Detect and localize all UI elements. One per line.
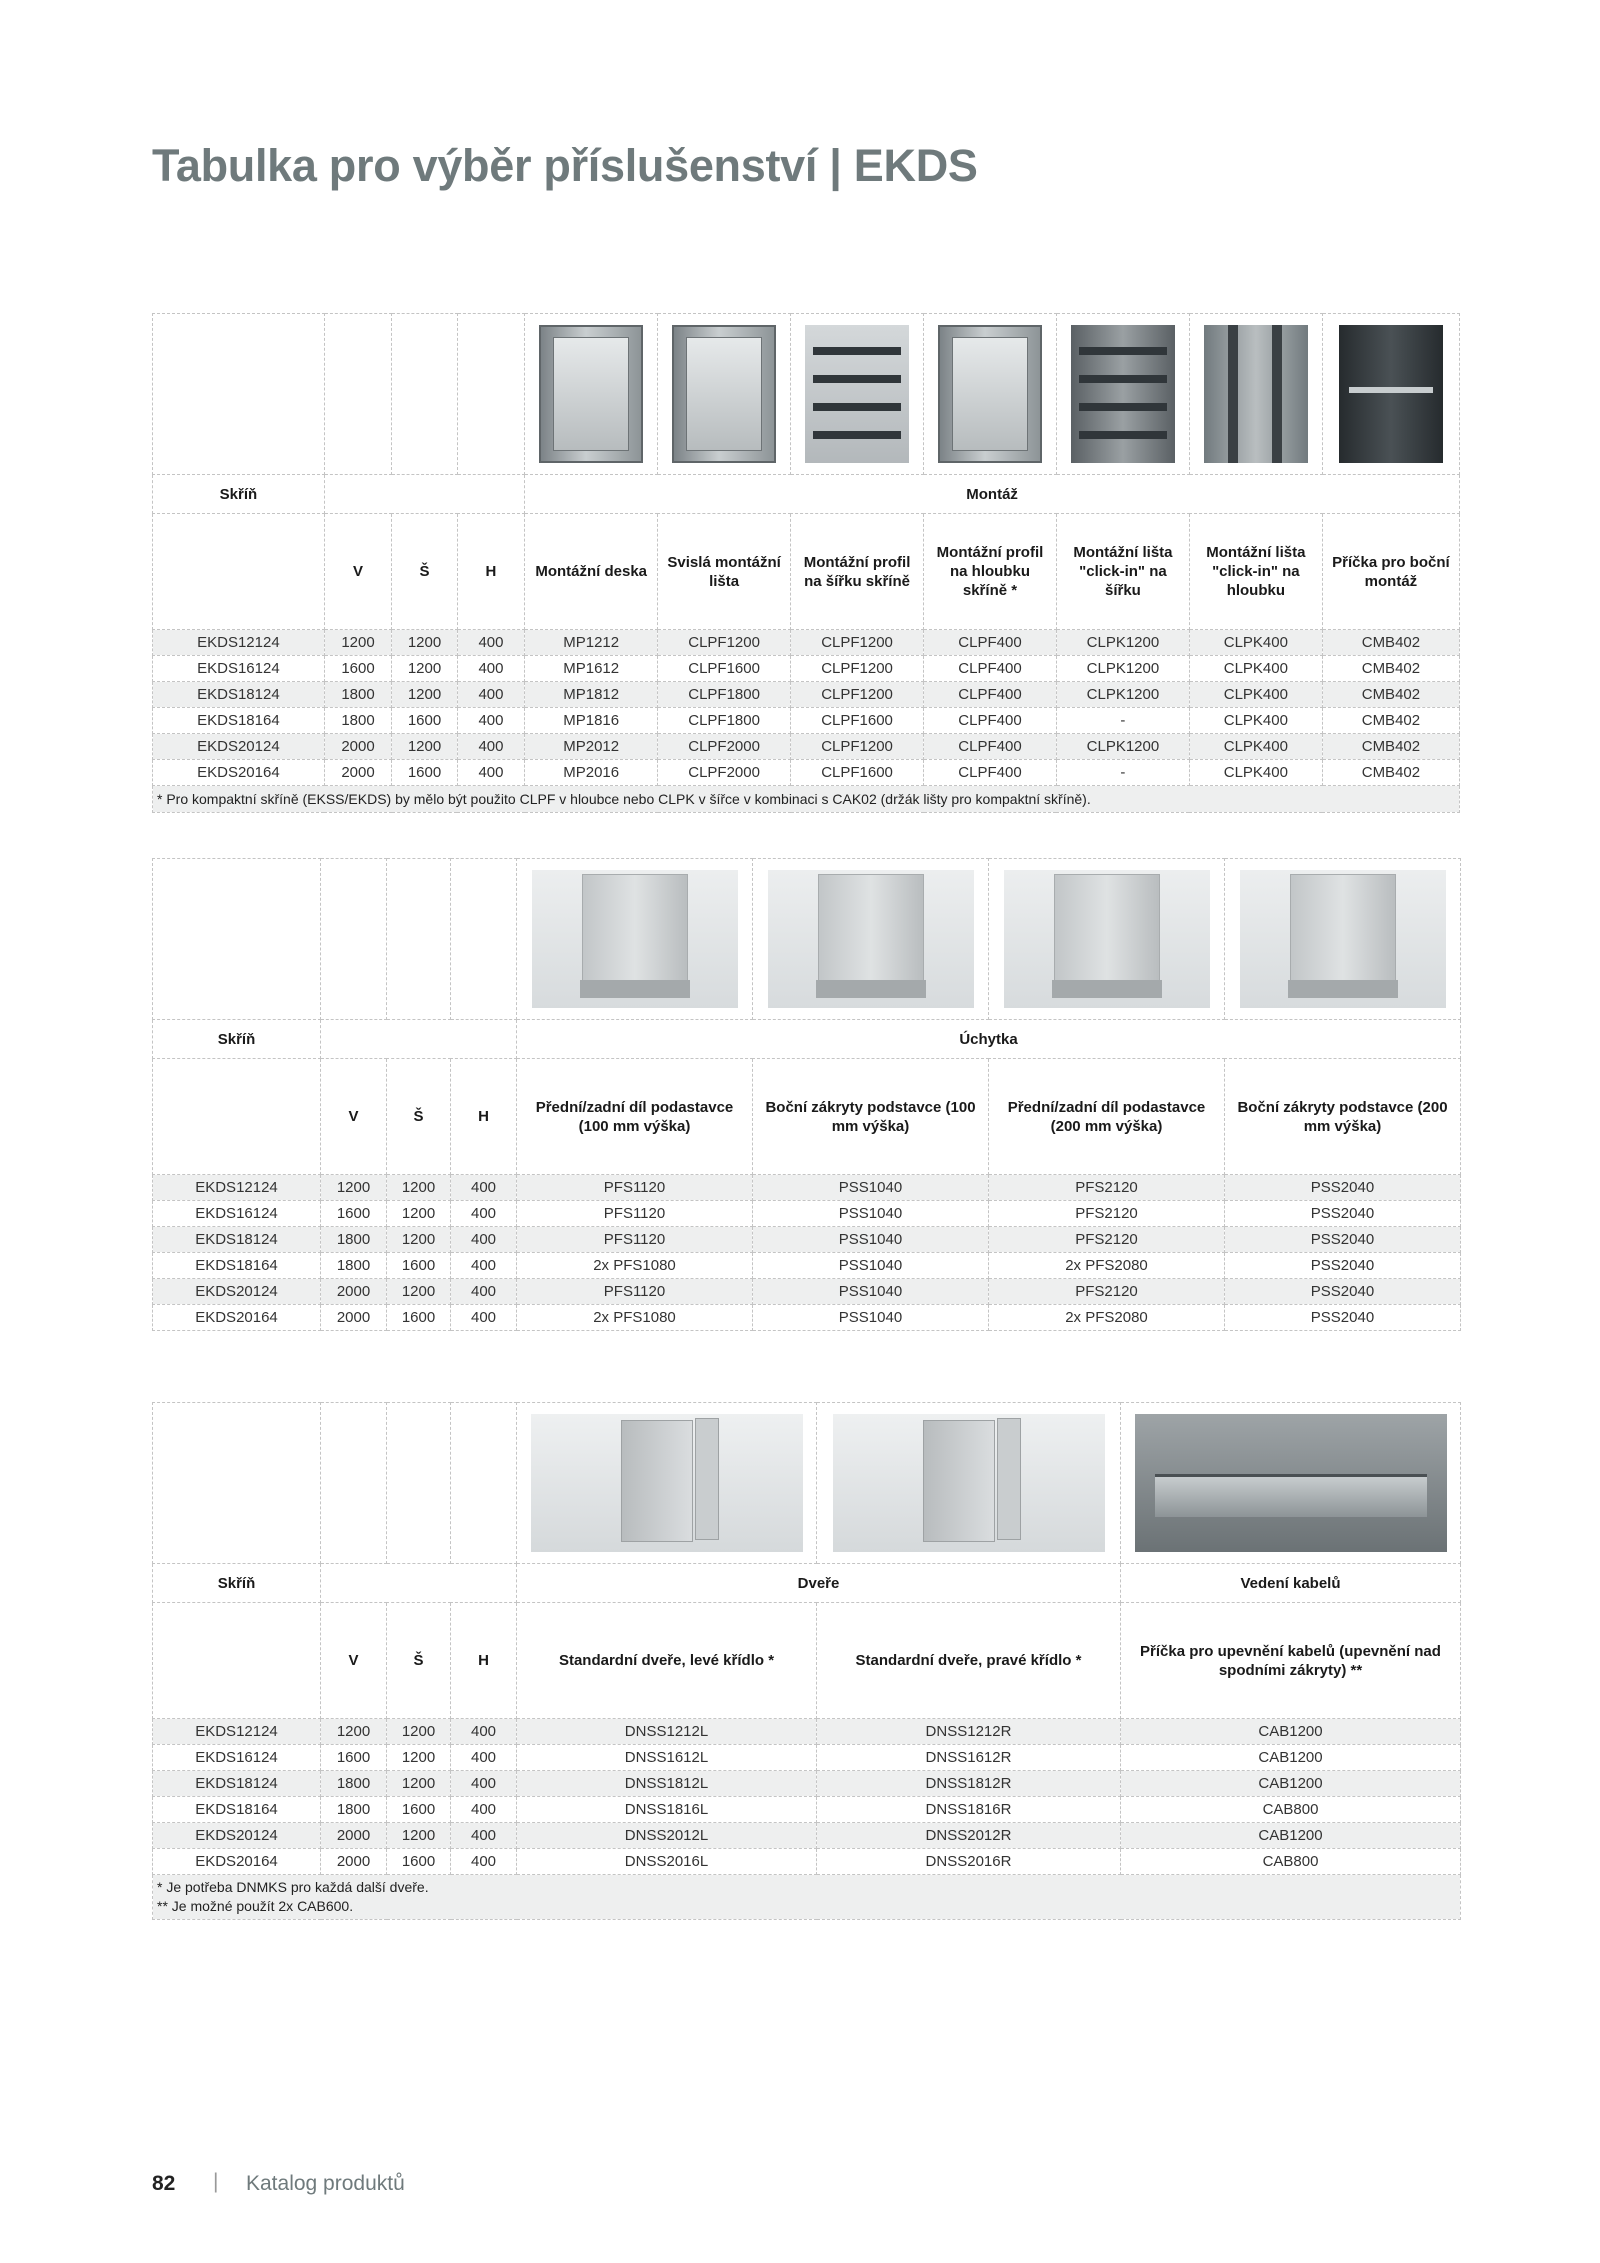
accessory-code: CAB800: [1121, 1797, 1461, 1823]
cabinet-code: EKDS18124: [153, 1227, 321, 1253]
accessory-code: CMB402: [1322, 760, 1459, 786]
cabinet-width: 1600: [392, 760, 457, 786]
cabinet-height: 2000: [321, 1305, 387, 1331]
table-row: [153, 1849, 1461, 1875]
cabinet-height: 2000: [324, 760, 391, 786]
accessory-code: CLPF400: [924, 734, 1057, 760]
cabinet-width: 1200: [387, 1719, 451, 1745]
click-in-depth-image: [1204, 325, 1308, 463]
accessory-code: PSS2040: [1225, 1201, 1461, 1227]
cabinet-width: 1200: [392, 630, 457, 656]
cabinet-code: EKDS12124: [153, 1175, 321, 1201]
cable-group-label: Vedení kabelů: [1121, 1564, 1461, 1603]
plinth-front-200-image: [1004, 870, 1210, 1008]
cabinet-height: 2000: [324, 734, 391, 760]
table-row: [153, 1745, 1461, 1771]
dvere-footnote-2: ** Je možné použít 2x CAB600.: [157, 1898, 354, 1914]
cabinet-label: Skříň: [153, 1564, 321, 1603]
accessory-code: DNSS1816R: [817, 1797, 1121, 1823]
cabinet-depth: 400: [451, 1823, 517, 1849]
depth-profile-image: [938, 325, 1042, 463]
cabinet-width: 1600: [387, 1797, 451, 1823]
accessory-code: CLPF1600: [658, 656, 791, 682]
cabinet-width: 1600: [387, 1305, 451, 1331]
accessory-code: CLPK400: [1189, 682, 1322, 708]
cabinet-code: EKDS18124: [153, 1771, 321, 1797]
cabinet-height: 1600: [321, 1745, 387, 1771]
accessory-code: CLPK400: [1189, 760, 1322, 786]
cabinet-width: 1200: [392, 734, 457, 760]
cabinet-width: 1600: [387, 1849, 451, 1875]
table-row: [153, 1305, 1461, 1331]
page-number: 82: [152, 2172, 176, 2195]
accessory-code: CAB1200: [1121, 1771, 1461, 1797]
accessory-code: CLPF1200: [658, 630, 791, 656]
accessory-code: DNSS1212L: [517, 1719, 817, 1745]
image-row: [153, 314, 1460, 475]
accessory-code: PFS1120: [517, 1175, 753, 1201]
accessory-code: PSS2040: [1225, 1305, 1461, 1331]
cabinet-width: 1200: [392, 682, 457, 708]
accessory-code: MP2012: [525, 734, 658, 760]
cabinet-height: 1600: [321, 1201, 387, 1227]
cabinet-code: EKDS18124: [153, 682, 325, 708]
col-h: H: [451, 1603, 517, 1719]
cabinet-depth: 400: [457, 630, 524, 656]
col-v: V: [321, 1603, 387, 1719]
accessory-code: DNSS1816L: [517, 1797, 817, 1823]
cabinet-code: EKDS20124: [153, 1823, 321, 1849]
cabinet-width: 1600: [387, 1253, 451, 1279]
cabinet-code: EKDS20164: [153, 1305, 321, 1331]
cabinet-code: EKDS16124: [153, 1201, 321, 1227]
accessory-code: PSS1040: [753, 1227, 989, 1253]
accessory-code: MP1816: [525, 708, 658, 734]
click-in-width-image: [1071, 325, 1175, 463]
column-header: Přední/zadní díl podastavce (200 mm výška): [989, 1059, 1225, 1175]
cabinet-depth: 400: [457, 734, 524, 760]
accessory-code: PFS2120: [989, 1201, 1225, 1227]
accessory-code: PFS2120: [989, 1175, 1225, 1201]
accessory-code: DNSS1812R: [817, 1771, 1121, 1797]
cabinet-depth: 400: [451, 1771, 517, 1797]
accessory-code: CLPK1200: [1056, 734, 1189, 760]
table-row: [153, 1797, 1461, 1823]
accessory-code: 2x PFS2080: [989, 1305, 1225, 1331]
col-v: V: [324, 514, 391, 630]
accessory-code: CLPF400: [924, 630, 1057, 656]
accessory-code: CLPF1800: [658, 682, 791, 708]
column-header: Přední/zadní díl podastavce (100 mm výška): [517, 1059, 753, 1175]
cabinet-label: Skříň: [153, 1020, 321, 1059]
montaz-footnote: * Pro kompaktní skříně (EKSS/EKDS) by mělo být použito CLPF v hloubce nebo CLPK v šířce v kombinaci s CAK02 (držák lišty pro kompaktní skříně).: [153, 786, 1460, 813]
mounting-plate-image: [539, 325, 643, 463]
table-row: [153, 1771, 1461, 1797]
accessory-code: CLPK1200: [1056, 656, 1189, 682]
accessory-code: CLPF1600: [791, 708, 924, 734]
footer-catalog-label: Katalog produktů: [246, 2172, 405, 2195]
cabinet-depth: 400: [451, 1305, 517, 1331]
accessory-code: DNSS2012R: [817, 1823, 1121, 1849]
accessory-code: DNSS1612R: [817, 1745, 1121, 1771]
cabinet-width: 1200: [392, 656, 457, 682]
accessory-code: DNSS2016R: [817, 1849, 1121, 1875]
door-right-image: [833, 1414, 1105, 1552]
accessory-code: PFS2120: [989, 1279, 1225, 1305]
accessory-code: CMB402: [1322, 682, 1459, 708]
accessory-code: DNSS2016L: [517, 1849, 817, 1875]
accessory-code: -: [1056, 760, 1189, 786]
cabinet-depth: 400: [451, 1227, 517, 1253]
column-header: Montážní lišta "click-in" na hloubku: [1189, 514, 1322, 630]
column-header: Boční zákryty podstavce (200 mm výška): [1225, 1059, 1461, 1175]
cabinet-height: 2000: [321, 1279, 387, 1305]
accessory-code: CLPK1200: [1056, 682, 1189, 708]
table-row: [153, 682, 1460, 708]
cabinet-code: EKDS20164: [153, 760, 325, 786]
column-header: Příčka pro boční montáž: [1322, 514, 1459, 630]
cabinet-width: 1200: [387, 1227, 451, 1253]
column-header: Příčka pro upevnění kabelů (upevnění nad spodními zákryty) **: [1121, 1603, 1461, 1719]
accessory-code: PSS1040: [753, 1201, 989, 1227]
cabinet-depth: 400: [457, 760, 524, 786]
col-s: Š: [387, 1059, 451, 1175]
cabinet-depth: 400: [451, 1719, 517, 1745]
table-row: [153, 1175, 1461, 1201]
table-row: [153, 734, 1460, 760]
vertical-rail-image: [672, 325, 776, 463]
accessory-code: 2x PFS1080: [517, 1305, 753, 1331]
side-mount-bar-image: [1339, 325, 1443, 463]
accessory-code: CLPK400: [1189, 734, 1322, 760]
accessory-code: CMB402: [1322, 708, 1459, 734]
accessory-code: MP1212: [525, 630, 658, 656]
cabinet-width: 1200: [387, 1823, 451, 1849]
accessory-code: CAB800: [1121, 1849, 1461, 1875]
montaz-group-label: Montáž: [525, 475, 1460, 514]
door-left-image: [531, 1414, 803, 1552]
plinth-side-200-image: [1240, 870, 1446, 1008]
column-header: Montážní profil na hloubku skříně *: [924, 514, 1057, 630]
cabinet-code: EKDS20164: [153, 1849, 321, 1875]
accessory-code: MP1612: [525, 656, 658, 682]
accessory-code: CLPF400: [924, 760, 1057, 786]
accessory-code: CLPF1200: [791, 656, 924, 682]
col-h: H: [451, 1059, 517, 1175]
cabinet-width: 1200: [387, 1201, 451, 1227]
accessory-code: PSS1040: [753, 1253, 989, 1279]
cabinet-height: 1800: [321, 1227, 387, 1253]
cabinet-code: EKDS18164: [153, 708, 325, 734]
table-row: [153, 630, 1460, 656]
accessory-code: PFS1120: [517, 1227, 753, 1253]
accessory-code: PSS1040: [753, 1305, 989, 1331]
accessory-code: MP2016: [525, 760, 658, 786]
cabinet-code: EKDS12124: [153, 630, 325, 656]
plinth-side-100-image: [768, 870, 974, 1008]
table-row: [153, 1279, 1461, 1305]
accessory-code: CLPF1200: [791, 734, 924, 760]
col-v: V: [321, 1059, 387, 1175]
accessory-code: CLPF1600: [791, 760, 924, 786]
cabinet-code: EKDS18164: [153, 1797, 321, 1823]
cabinet-depth: 400: [457, 682, 524, 708]
accessory-code: CAB1200: [1121, 1745, 1461, 1771]
montaz-table: [152, 313, 1460, 813]
cabinet-height: 1200: [321, 1175, 387, 1201]
cabinet-code: EKDS16124: [153, 656, 325, 682]
cabinet-depth: 400: [451, 1745, 517, 1771]
cabinet-label: Skříň: [153, 475, 325, 514]
cabinet-height: 1200: [321, 1719, 387, 1745]
cabinet-depth: 400: [451, 1797, 517, 1823]
cabinet-height: 2000: [321, 1849, 387, 1875]
width-profile-image: [805, 325, 909, 463]
column-header: Standardní dveře, levé křídlo *: [517, 1603, 817, 1719]
page-title: Tabulka pro výběr příslušenství | EKDS: [152, 140, 978, 191]
accessory-code: PFS1120: [517, 1279, 753, 1305]
accessory-code: PSS2040: [1225, 1253, 1461, 1279]
cabinet-height: 1800: [324, 708, 391, 734]
table-row: [153, 760, 1460, 786]
dvere-group-label: Dveře: [517, 1564, 1121, 1603]
accessory-code: CLPK400: [1189, 656, 1322, 682]
accessory-code: CLPF2000: [658, 734, 791, 760]
cabinet-height: 1800: [324, 682, 391, 708]
montaz-body: [153, 630, 1460, 786]
accessory-code: CAB1200: [1121, 1719, 1461, 1745]
col-h: H: [457, 514, 524, 630]
column-header: Montážní lišta "click-in" na šířku: [1056, 514, 1189, 630]
cabinet-width: 1200: [387, 1745, 451, 1771]
cabinet-height: 1800: [321, 1771, 387, 1797]
cabinet-depth: 400: [457, 656, 524, 682]
cabinet-width: 1200: [387, 1771, 451, 1797]
cabinet-width: 1200: [387, 1279, 451, 1305]
footer-separator: |: [213, 2170, 219, 2193]
accessory-code: DNSS1812L: [517, 1771, 817, 1797]
cabinet-width: 1200: [387, 1175, 451, 1201]
dvere-footnotes: [153, 1875, 1461, 1920]
accessory-code: CAB1200: [1121, 1823, 1461, 1849]
accessory-code: MP1812: [525, 682, 658, 708]
table-row: [153, 708, 1460, 734]
accessory-code: PSS2040: [1225, 1175, 1461, 1201]
cabinet-code: EKDS20124: [153, 1279, 321, 1305]
column-header: Montážní deska: [525, 514, 658, 630]
cabinet-depth: 400: [451, 1201, 517, 1227]
table-row: [153, 1253, 1461, 1279]
cabinet-depth: 400: [451, 1253, 517, 1279]
cabinet-height: 1200: [324, 630, 391, 656]
column-header: Montážní profil na šířku skříně: [791, 514, 924, 630]
cabinet-height: 2000: [321, 1823, 387, 1849]
accessory-code: CMB402: [1322, 734, 1459, 760]
cable-bar-image: [1135, 1414, 1447, 1552]
accessory-code: 2x PFS2080: [989, 1253, 1225, 1279]
table-row: [153, 1823, 1461, 1849]
accessory-code: PSS2040: [1225, 1227, 1461, 1253]
plinth-front-100-image: [532, 870, 738, 1008]
accessory-code: CLPF1200: [791, 630, 924, 656]
accessory-code: CLPF400: [924, 656, 1057, 682]
accessory-code: CLPK1200: [1056, 630, 1189, 656]
accessory-code: PSS1040: [753, 1279, 989, 1305]
cabinet-height: 1600: [324, 656, 391, 682]
accessory-code: CLPF1200: [791, 682, 924, 708]
cabinet-height: 1800: [321, 1797, 387, 1823]
accessory-code: PFS1120: [517, 1201, 753, 1227]
accessory-code: DNSS2012L: [517, 1823, 817, 1849]
accessory-code: CLPF400: [924, 708, 1057, 734]
table-row: [153, 1201, 1461, 1227]
image-row: [153, 1403, 1461, 1564]
uchytka-body: [153, 1175, 1461, 1331]
accessory-code: CLPF2000: [658, 760, 791, 786]
accessory-code: DNSS1212R: [817, 1719, 1121, 1745]
accessory-code: CLPF400: [924, 682, 1057, 708]
cabinet-code: EKDS12124: [153, 1719, 321, 1745]
table-row: [153, 1227, 1461, 1253]
accessory-code: CMB402: [1322, 656, 1459, 682]
column-header: Svislá montážní lišta: [658, 514, 791, 630]
table-row: [153, 1719, 1461, 1745]
col-s: Š: [392, 514, 457, 630]
dvere-footnote-1: * Je potřeba DNMKS pro každá další dveře.: [157, 1879, 429, 1895]
accessory-code: 2x PFS1080: [517, 1253, 753, 1279]
uchytka-group-label: Úchytka: [517, 1020, 1461, 1059]
accessory-code: CLPF1800: [658, 708, 791, 734]
column-header: Standardní dveře, pravé křídlo *: [817, 1603, 1121, 1719]
cabinet-depth: 400: [451, 1849, 517, 1875]
image-row: [153, 859, 1461, 1020]
cabinet-code: EKDS20124: [153, 734, 325, 760]
col-s: Š: [387, 1603, 451, 1719]
cabinet-depth: 400: [457, 708, 524, 734]
dvere-body: [153, 1719, 1461, 1875]
accessory-code: CLPK400: [1189, 630, 1322, 656]
cabinet-depth: 400: [451, 1279, 517, 1305]
cabinet-depth: 400: [451, 1175, 517, 1201]
accessory-code: PFS2120: [989, 1227, 1225, 1253]
accessory-code: CLPK400: [1189, 708, 1322, 734]
accessory-code: DNSS1612L: [517, 1745, 817, 1771]
accessory-code: -: [1056, 708, 1189, 734]
uchytka-table: [152, 858, 1461, 1331]
cabinet-code: EKDS16124: [153, 1745, 321, 1771]
cabinet-width: 1600: [392, 708, 457, 734]
column-header: Boční zákryty podstavce (100 mm výška): [753, 1059, 989, 1175]
accessory-code: CMB402: [1322, 630, 1459, 656]
accessory-code: PSS2040: [1225, 1279, 1461, 1305]
accessory-code: PSS1040: [753, 1175, 989, 1201]
dvere-table: [152, 1402, 1461, 1920]
table-row: [153, 656, 1460, 682]
cabinet-height: 1800: [321, 1253, 387, 1279]
cabinet-code: EKDS18164: [153, 1253, 321, 1279]
